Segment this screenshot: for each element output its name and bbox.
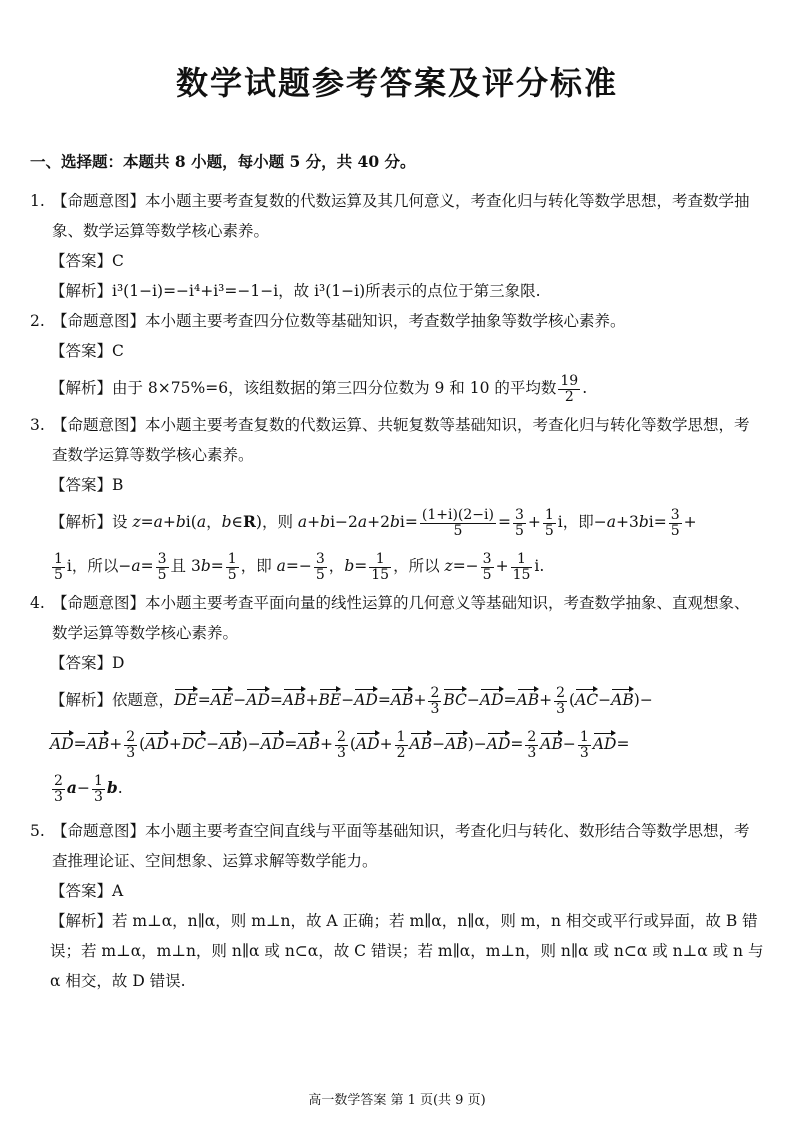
question-2-answer: 【答案】C (50, 342, 124, 360)
question-4-intent: 4. 【命题意图】本小题主要考查平面向量的线性运算的几何意义等基础知识，考查数学抽象、直观想象、数学运算等数学核心素养。 (30, 588, 764, 648)
question-2-analysis: 【解析】由于 8×75%=6，该组数据的第三四分位数为 9 和 10 的平均数 $\frac{19}{2}$ . (50, 372, 588, 405)
question-3-analysis-line-2: $\frac{1}{5}$ i，所以−a= $\frac{3}{5}$ 且 3b= $\frac{1}{5}$ ，即 a=− $\frac{3}{5}$ ，b= $\frac{1}{15}$ ，所以 z=− $\frac{3}{5}$ + $\frac{1}{15}$ i. (54, 550, 545, 583)
question-5-analysis: 【解析】若 m⊥α，n∥α，则 m⊥n，故 A 正确；若 m∥α，n∥α，则 m，n 相交或平行或异面，故 B 错误；若 m⊥α，m⊥n，则 n∥α 或 n⊂α，故 C 错误；若 m∥α，m⊥n，则 n∥α 或 n⊂α 或 n⊥α 或 n 与 α 相交，故 D 错误. (50, 912, 764, 990)
question-4-analysis-line-2: AD=AB+ $\frac{2}{3}$ (AD+DC−AB)−AD=AB+ $\frac{2}{3}$ (AD+ $\frac{1}{2}$ AB−AB)−AD= $\frac{2}{3}$ AB− $\frac{1}{3}$ AD= (50, 728, 630, 761)
page-title: 数学试题参考答案及评分标准 (175, 64, 618, 102)
question-3-analysis-line-1: 【解析】设 z=a+bi(a，b∈R)，则 a+bi−2a+2bi= $\frac{(1+i)(2-i)}{5}$ = $\frac{3}{5}$ + $\frac{1}{5}$ i，即−a+3bi= $\frac{3}{5}$ + (50, 506, 697, 539)
section-heading: 一、选择题：本题共 8 小题，每小题 5 分，共 40 分。 (30, 152, 416, 171)
question-4-analysis-line-1: 【解析】依题意，DE=AE−AD=AB+BE−AD=AB+ $\frac{2}{3}$ BC−AD=AB+ $\frac{2}{3}$ (AC−AB)− (50, 684, 653, 717)
question-3-intent: 3. 【命题意图】本小题主要考查复数的代数运算、共轭复数等基础知识，考查化归与转化等数学思想，考查数学运算等数学核心素养。 (30, 410, 764, 470)
question-3-answer: 【答案】B (50, 476, 124, 494)
answer-content (30, 150, 764, 996)
question-1-analysis: 【解析】i³(1−i)=−i⁴+i³=−1−i，故 i³(1−i)所表示的点位于第三象限. (50, 282, 541, 300)
question-5-intent: 5. 【命题意图】本小题主要考查空间直线与平面等基础知识，考查化归与转化、数形结合等数学思想，考查推理论证、空间想象、运算求解等数学能力。 (30, 816, 764, 876)
question-2-intent: 2. 【命题意图】本小题主要考查四分位数等基础知识，考查数学抽象等数学核心素养。 (30, 306, 764, 336)
question-1-intent: 1. 【命题意图】本小题主要考查复数的代数运算及其几何意义，考查化归与转化等数学思想，考查数学抽象、数学运算等数学核心素养。 (30, 186, 764, 246)
question-number: 4. (30, 594, 45, 612)
question-1-answer: 【答案】C (50, 252, 124, 270)
question-number: 5. (30, 822, 45, 840)
question-4-answer: 【答案】D (50, 654, 125, 672)
question-number: 1. (30, 192, 45, 210)
page-footer: 高一数学答案 第 1 页(共 9 页) (308, 1093, 486, 1108)
fraction: $\frac{19}{2}$ (560, 372, 579, 405)
question-number: 3. (30, 416, 45, 434)
question-number: 2. (30, 312, 45, 330)
question-5-answer: 【答案】A (50, 882, 124, 900)
question-4-analysis-line-3: $\frac{2}{3}$ a− $\frac{1}{3}$ b. (54, 772, 123, 805)
